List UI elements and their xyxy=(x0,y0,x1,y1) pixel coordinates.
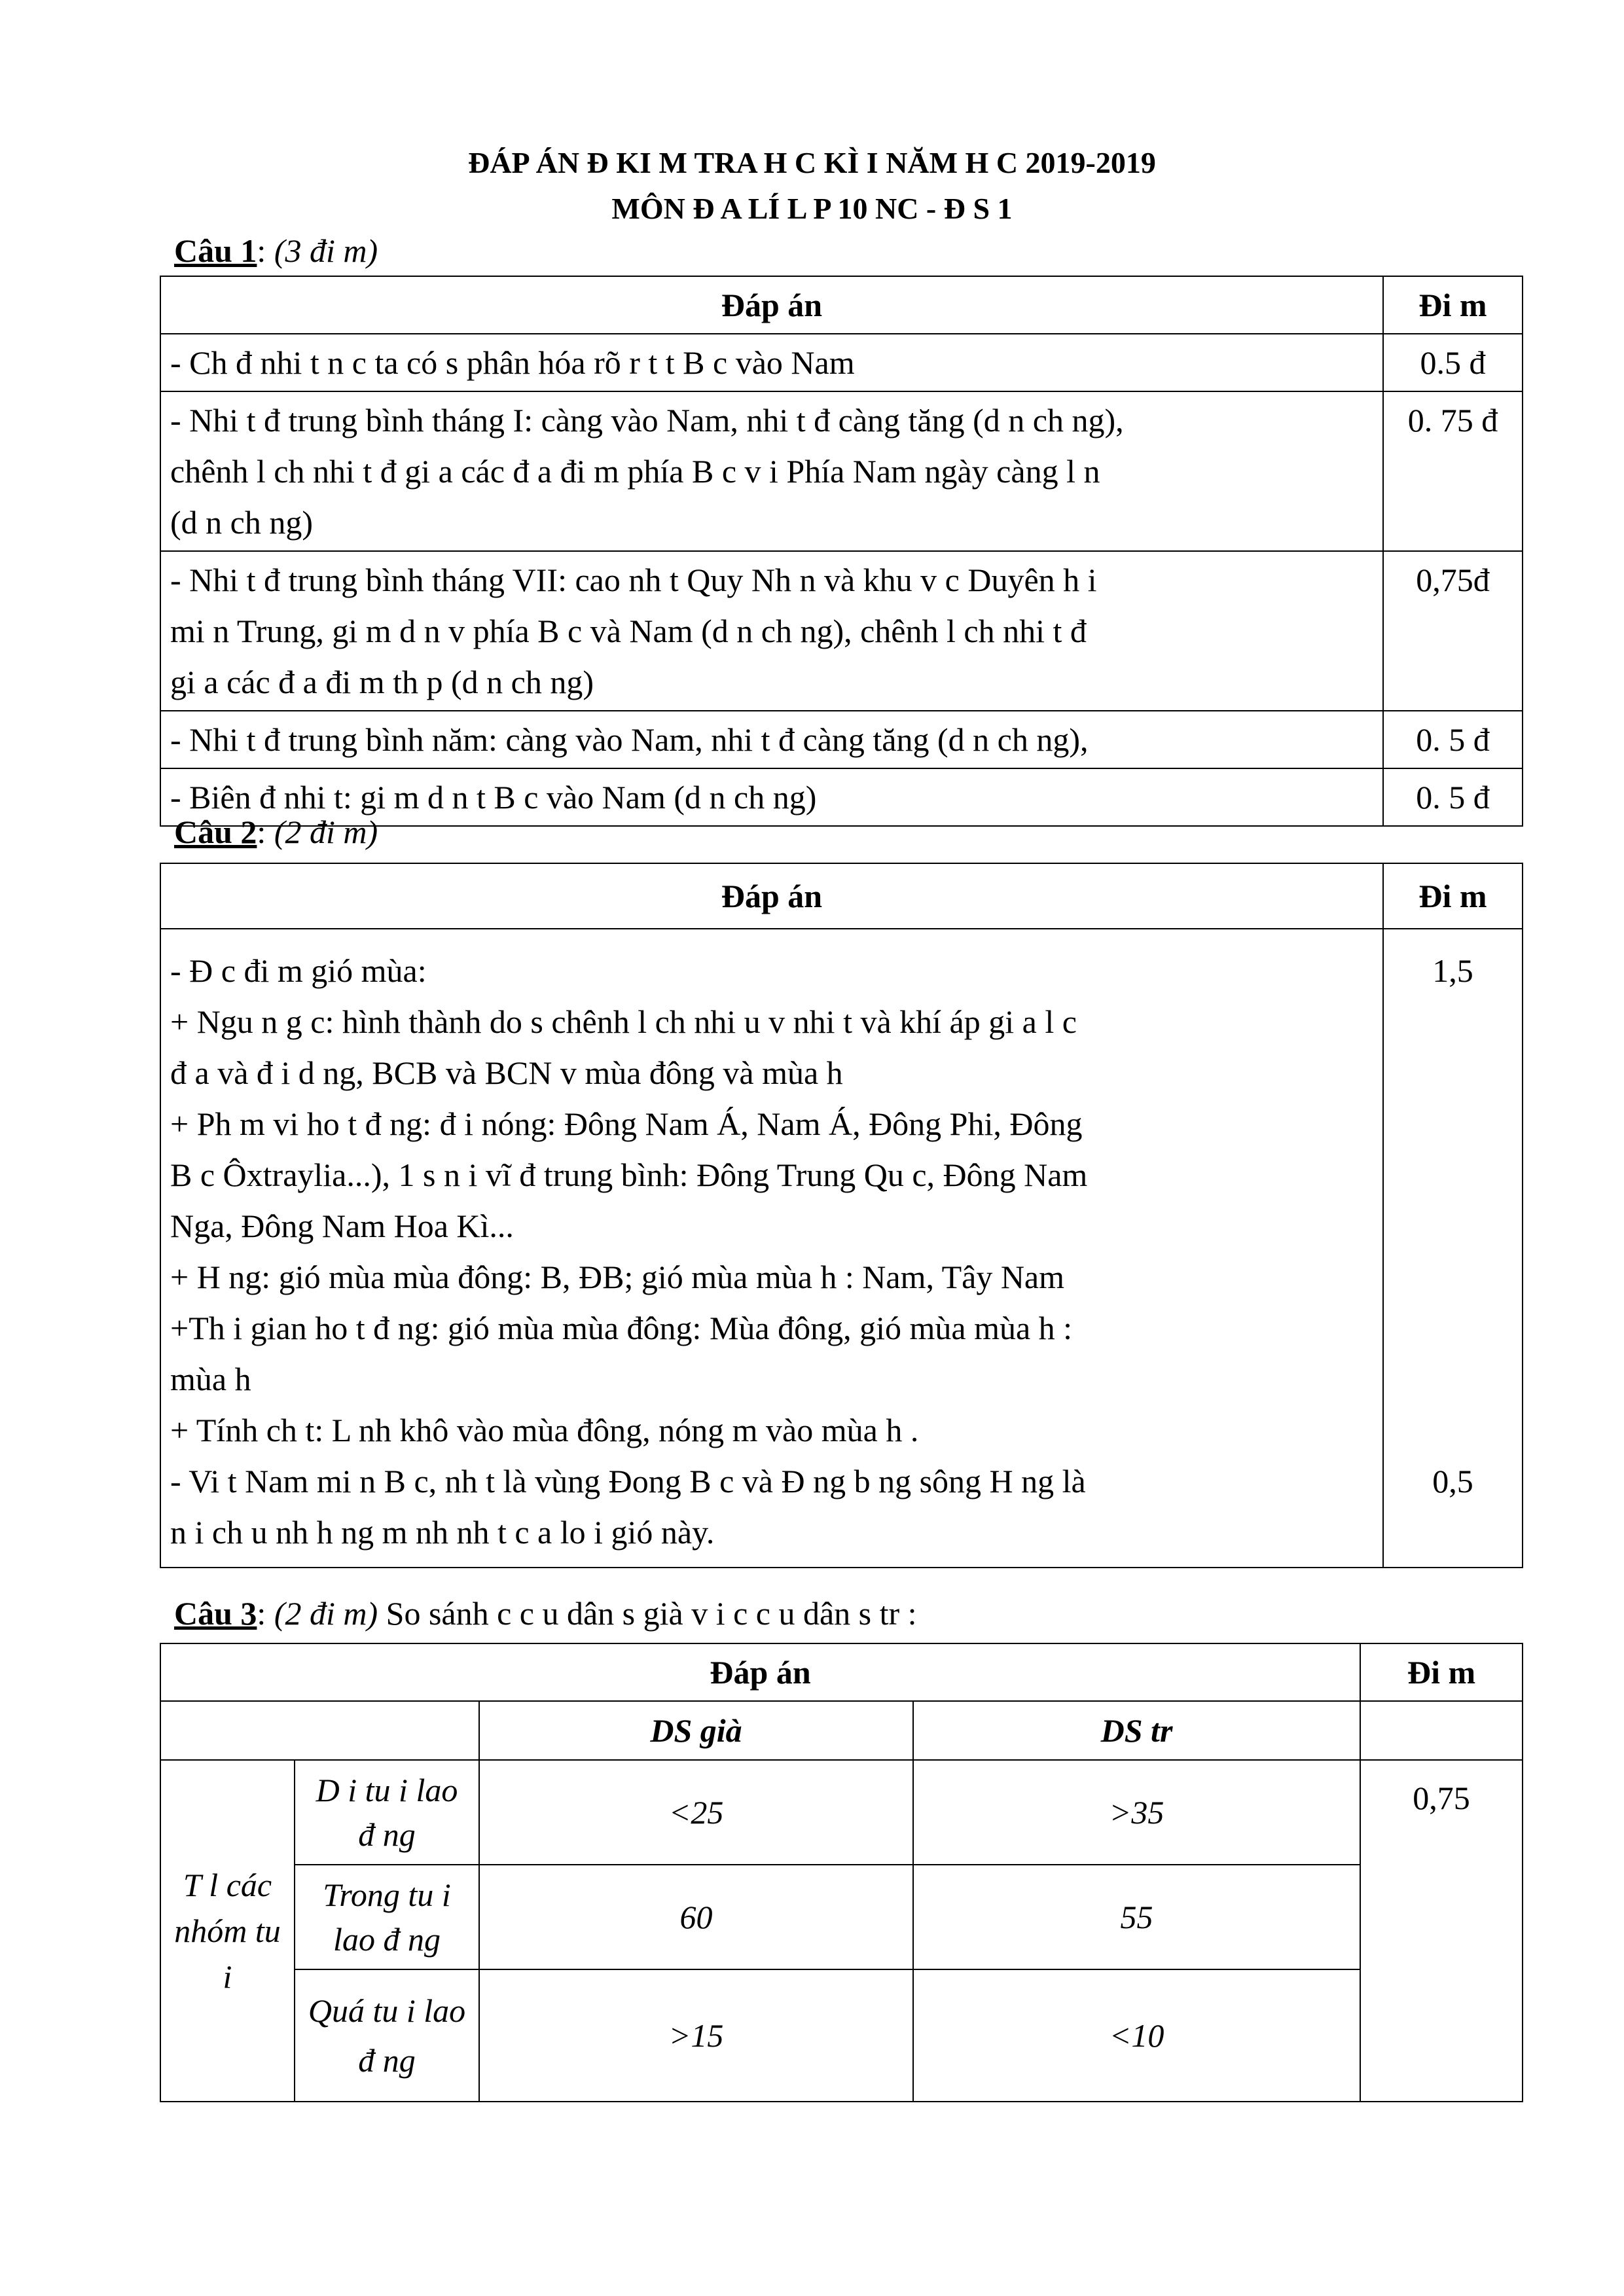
q3-row3-young: <10 xyxy=(913,1969,1360,2102)
q3-row2-label: Trong tu i lao đ ng xyxy=(295,1865,479,1969)
q1-row1-score: 0.5 đ xyxy=(1383,334,1523,391)
q2-score-cell xyxy=(1383,929,1523,1568)
q2-line: + Ngu n g c: hình thành do s chênh l ch nhi u v nhi t và khí áp gi a l c xyxy=(170,1003,1077,1040)
q2-line: Nga, Đông Nam Hoa Kì... xyxy=(170,1208,514,1244)
question-3-table xyxy=(160,1643,1523,2102)
question-1-label: Câu 1 xyxy=(174,232,257,269)
q2-line: +Th i gian ho t đ ng: gió mùa mùa đông: Mùa đông, gió mùa mùa h : xyxy=(170,1310,1073,1346)
question-3-description: So sánh c c u dân s già v i c c u dân s tr : xyxy=(386,1595,917,1632)
q3-empty-corner xyxy=(160,1701,479,1760)
question-3-heading: Câu 3: (2 đi m) So sánh c c u dân s già v i c c u dân s tr : xyxy=(174,1595,917,1632)
q1-row2-line1: - Nhi t đ trung bình tháng I: càng vào Nam, nhi t đ càng tăng (d n ch ng), xyxy=(170,402,1124,439)
q3-row3-label: Quá tu i lao đ ng xyxy=(295,1969,479,2102)
q2-line: n i ch u nh h ng m nh nh t c a lo i gió này. xyxy=(170,1514,715,1551)
q1-row2-line3: (d n ch ng) xyxy=(170,504,313,541)
question-1-heading: Câu 1: (3 đi m) xyxy=(174,232,378,269)
q1-row2-line2: chênh l ch nhi t đ gi a các đ a đi m phía B c v i Phía Nam ngày càng l n xyxy=(170,453,1100,490)
q3-row1-young: >35 xyxy=(913,1760,1360,1865)
q3-col-old: DS già xyxy=(479,1701,913,1760)
question-2-heading: Câu 2: (2 đi m) xyxy=(174,814,378,850)
q3-empty-score-header xyxy=(1360,1701,1523,1760)
title-line-1: ĐÁP ÁN Đ KI M TRA H C KÌ I NĂM H C 2019-2019 xyxy=(468,146,1156,179)
q1-row xyxy=(160,334,1523,391)
q3-col-young: DS tr xyxy=(913,1701,1360,1760)
q2-score-2: 0,5 xyxy=(1432,1463,1473,1499)
question-3-points: (2 đi m) xyxy=(274,1595,378,1632)
q3-row xyxy=(160,1760,1523,1865)
q3-col-score: Đi m xyxy=(1360,1643,1523,1701)
q1-row xyxy=(160,711,1523,768)
q1-row5-score: 0. 5 đ xyxy=(1383,768,1523,826)
q3-row2-old: 60 xyxy=(479,1865,913,1969)
q2-line: - Vi t Nam mi n B c, nh t là vùng Đong B c và Đ ng b ng sông H ng là xyxy=(170,1463,1086,1499)
q1-row3-line3: gi a các đ a đi m th p (d n ch ng) xyxy=(170,664,594,700)
q3-row2-young: 55 xyxy=(913,1865,1360,1969)
title-line-2: MÔN Đ A LÍ L P 10 NC - Đ S 1 xyxy=(611,192,1013,225)
q1-row xyxy=(160,551,1523,711)
q3-group-label: T l các nhóm tu i xyxy=(160,1760,295,2102)
q1-row1-line1: - Ch đ nhi t n c ta có s phân hóa rõ r t t B c vào Nam xyxy=(170,344,855,381)
q1-row3-line2: mi n Trung, gi m d n v phía B c và Nam (d n ch ng), chênh l ch nhi t đ xyxy=(170,613,1087,649)
q3-row1-label: D i tu i lao đ ng xyxy=(295,1760,479,1865)
q1-col-answer: Đáp án xyxy=(160,276,1383,334)
question-2-label: Câu 2 xyxy=(174,814,257,850)
q2-line: B c Ôxtraylia...), 1 s n i vĩ đ trung bình: Đông Trung Qu c, Đông Nam xyxy=(170,1157,1088,1193)
q2-line: + Ph m vi ho t đ ng: đ i nóng: Đông Nam Á, Nam Á, Đông Phi, Đông xyxy=(170,1105,1083,1142)
q1-row xyxy=(160,391,1523,551)
q2-line: - Đ c đi m gió mùa: xyxy=(170,952,427,989)
q2-col-answer: Đáp án xyxy=(160,863,1383,929)
q1-col-score: Đi m xyxy=(1383,276,1523,334)
q3-row xyxy=(160,1865,1523,1969)
q1-row4-line1: - Nhi t đ trung bình năm: càng vào Nam, nhi t đ càng tăng (d n ch ng), xyxy=(170,721,1089,758)
q3-col-answer: Đáp án xyxy=(160,1643,1360,1701)
question-1-points: (3 đi m) xyxy=(274,232,378,269)
q2-answer-body xyxy=(160,929,1383,1568)
q3-score: 0,75 xyxy=(1360,1760,1523,2102)
q2-line: đ a và đ i d ng, BCB và BCN v mùa đông và mùa h xyxy=(170,1054,843,1091)
question-2-points: (2 đi m) xyxy=(274,814,378,850)
q1-row3-line1: - Nhi t đ trung bình tháng VII: cao nh t Quy Nh n và khu v c Duyên h i xyxy=(170,562,1097,598)
q2-line: + Tính ch t: L nh khô vào mùa đông, nóng m vào mùa h . xyxy=(170,1412,919,1448)
question-3-label: Câu 3 xyxy=(174,1595,257,1632)
q3-row3-old: >15 xyxy=(479,1969,913,2102)
q2-score-1: 1,5 xyxy=(1432,952,1473,989)
q3-row xyxy=(160,1969,1523,2102)
q1-row2-score: 0. 75 đ xyxy=(1383,391,1523,551)
q3-row1-old: <25 xyxy=(479,1760,913,1865)
q1-row4-score: 0. 5 đ xyxy=(1383,711,1523,768)
q2-line: mùa h xyxy=(170,1361,251,1397)
question-1-table xyxy=(160,276,1523,827)
q2-col-score: Đi m xyxy=(1383,863,1523,929)
question-2-table xyxy=(160,863,1523,1568)
q1-row5-line1: - Biên đ nhi t: gi m d n t B c vào Nam (d n ch ng) xyxy=(170,779,817,816)
q2-line: + H ng: gió mùa mùa đông: B, ĐB; gió mùa mùa h : Nam, Tây Nam xyxy=(170,1259,1065,1295)
q1-row3-score: 0,75đ xyxy=(1383,551,1523,711)
